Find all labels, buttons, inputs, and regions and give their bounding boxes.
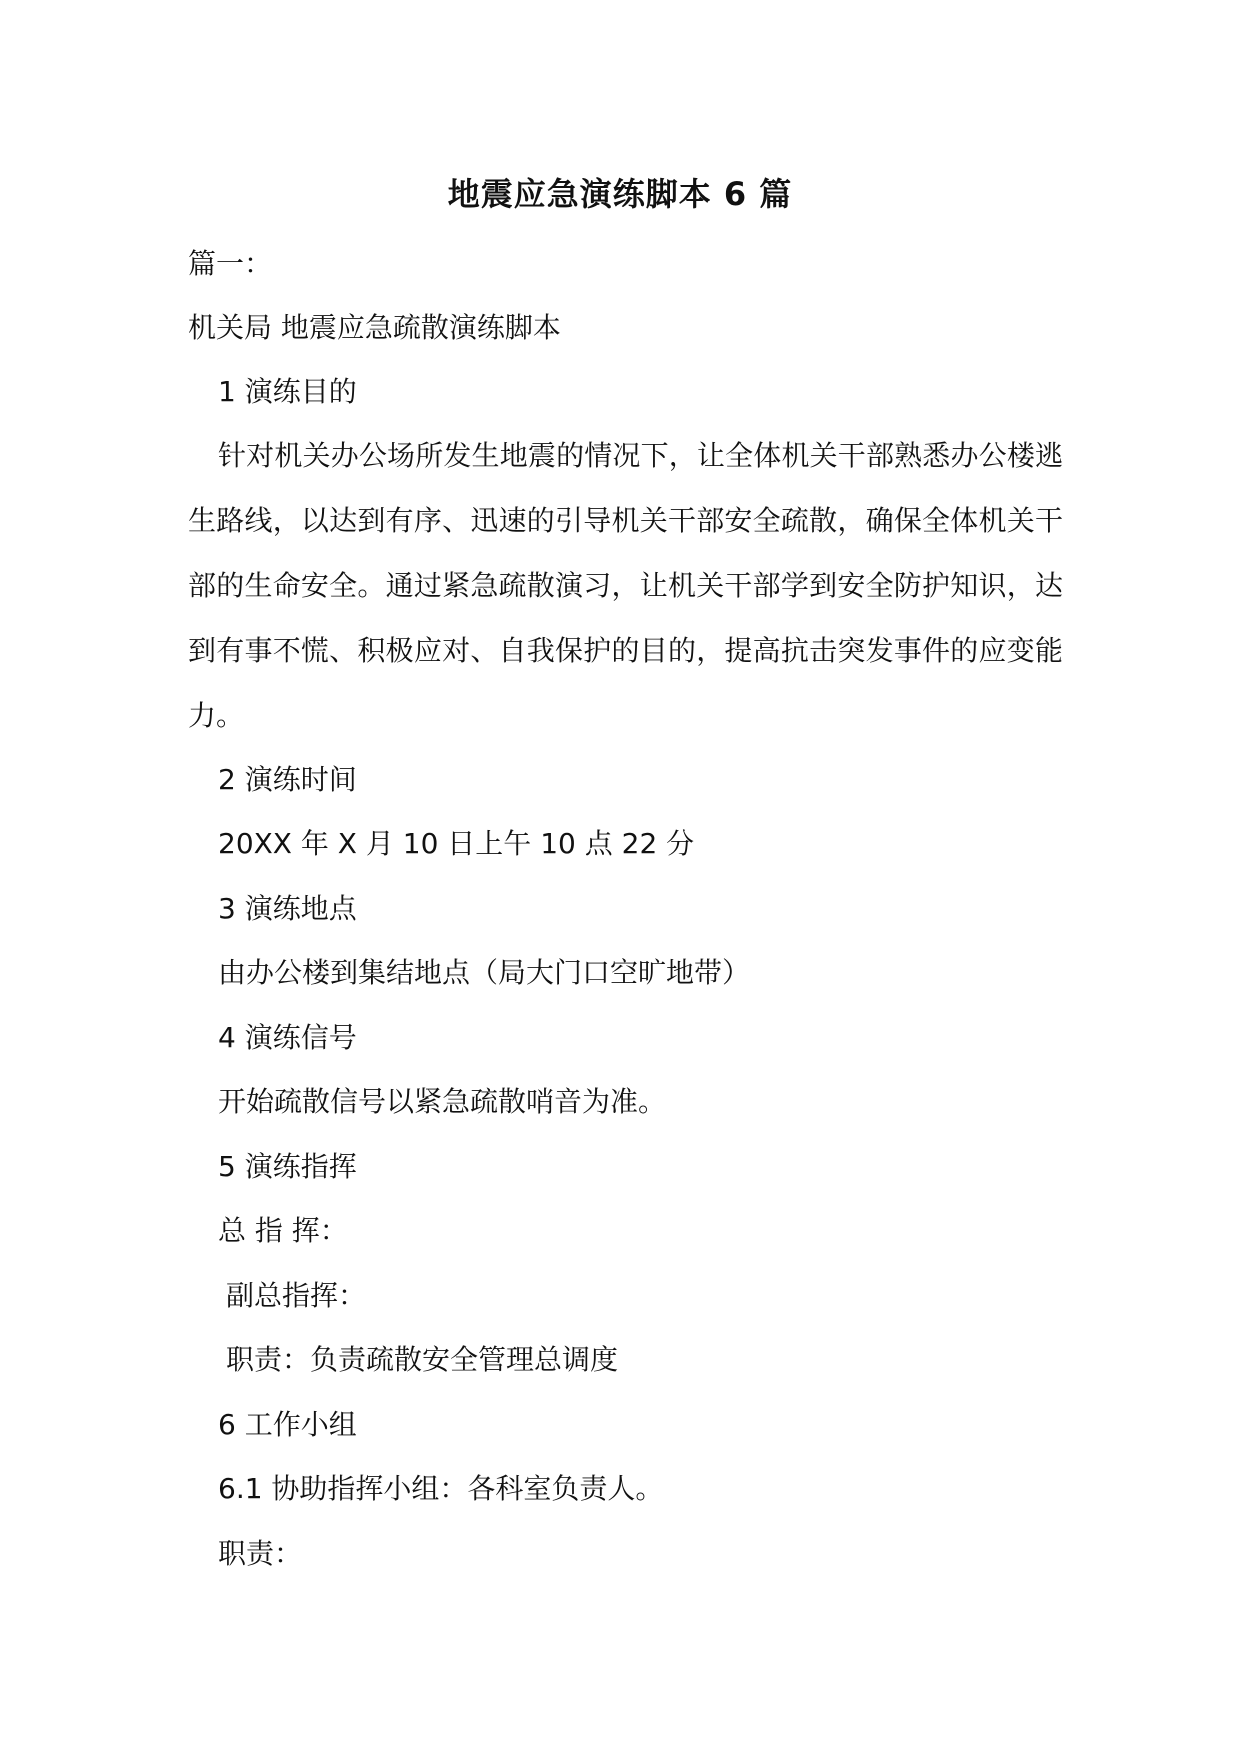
heading-signal: 4 演练信号 (218, 1021, 357, 1054)
heading-time: 2 演练时间 (218, 763, 357, 796)
heading-purpose: 1 演练目的 (218, 375, 357, 408)
document-title: 地震应急演练脚本 6 篇 (447, 175, 793, 213)
commander-duty: 职责：负责疏散安全管理总调度 (226, 1343, 619, 1376)
purpose-paragraph: 针对机关办公场所发生地震的情况下，让全体机关干部熟悉办公楼逃生路线，以达到有序、迅速的引导机关干部安全疏散，确保全体机关干部的生命安全。通过紧急疏散演习，让机关干部学到安全防护知识，达到有事不慌、积极应对、自我保护的目的，提高抗击突发事件的应变能力。 (188, 439, 1063, 732)
deputy-commander: 副总指挥： (226, 1279, 367, 1312)
drill-time: 20XX 年 X 月 10 日上午 10 点 22 分 (218, 827, 695, 860)
group-duty: 职责： (218, 1537, 303, 1570)
heading-command: 5 演练指挥 (218, 1150, 357, 1183)
group-assist-command: 6.1 协助指挥小组：各科室负责人。 (218, 1472, 664, 1505)
chief-commander: 总 指 挥： (218, 1214, 348, 1247)
drill-place: 由办公楼到集结地点（局大门口空旷地带） (218, 956, 751, 989)
heading-place: 3 演练地点 (218, 892, 357, 925)
document-subtitle: 机关局 地震应急疏散演练脚本 (188, 311, 561, 344)
drill-signal: 开始疏散信号以紧急疏散哨音为准。 (218, 1085, 667, 1118)
heading-work-groups: 6 工作小组 (218, 1408, 357, 1441)
section-label: 篇一： (188, 247, 273, 280)
